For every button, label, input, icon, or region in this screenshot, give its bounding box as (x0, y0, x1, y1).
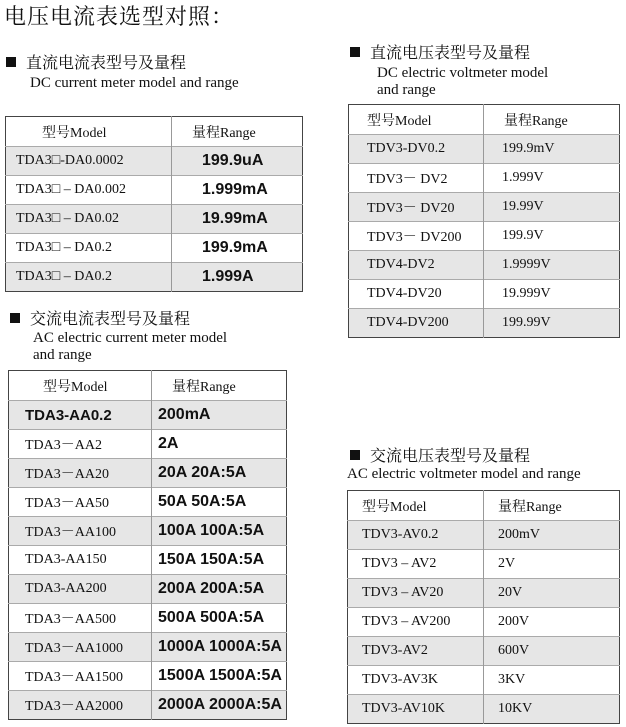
range-cell: 19.99mA (172, 205, 303, 234)
table-row (349, 251, 620, 280)
range-cell: 10KV (484, 695, 620, 724)
model-cell: TDV3-AV3K (348, 666, 484, 695)
table-row (349, 135, 620, 164)
range-cell: 1.999mA (172, 176, 303, 205)
header-range: 量程Range (484, 105, 620, 135)
model-cell: TDV3-AV0.2 (348, 521, 484, 550)
range-cell: 199.99V (484, 309, 620, 338)
range-cell: 1.999A (172, 263, 303, 292)
range-cell: 150A 150A:5A (152, 546, 287, 575)
table-row (9, 575, 287, 604)
model-cell: TDA3－AA1500 (9, 662, 152, 691)
range-cell: 50A 50A:5A (152, 488, 287, 517)
header-model: 型号Model (348, 491, 484, 521)
model-cell: TDA3－AA500 (9, 604, 152, 633)
model-cell: TDA3－AA100 (9, 517, 152, 546)
table-row (9, 691, 287, 720)
table-row (9, 430, 287, 459)
table-row (349, 280, 620, 309)
model-cell: TDV3-AV2 (348, 637, 484, 666)
ac-current-subtitle-2: and range (33, 347, 92, 363)
range-cell: 20V (484, 579, 620, 608)
table-header-row (349, 105, 620, 135)
model-cell: TDV3 – AV2 (348, 550, 484, 579)
model-cell: TDA3－AA50 (9, 488, 152, 517)
range-cell: 1.999V (484, 164, 620, 193)
ac-voltage-subtitle: AC electric voltmeter model and range (347, 466, 581, 482)
range-cell: 20A 20A:5A (152, 459, 287, 488)
table-header-row (6, 117, 303, 147)
range-cell: 199.9V (484, 222, 620, 251)
range-cell: 1000A 1000A:5A (152, 633, 287, 662)
range-cell: 19.999V (484, 280, 620, 309)
table-row (348, 608, 620, 637)
table-row (348, 695, 620, 724)
ac-voltage-title: 交流电压表型号及量程 (350, 443, 530, 466)
model-cell: TDV4-DV20 (349, 280, 484, 309)
header-range: 量程Range (152, 371, 287, 401)
table-row (9, 459, 287, 488)
model-cell: TDV3－ DV200 (349, 222, 484, 251)
model-cell: TDA3－AA20 (9, 459, 152, 488)
table-row (6, 205, 303, 234)
model-cell: TDV3－ DV2 (349, 164, 484, 193)
table-row (6, 234, 303, 263)
table-header-row (348, 491, 620, 521)
range-cell: 1500A 1500A:5A (152, 662, 287, 691)
bullet-square-icon (350, 47, 360, 57)
table-row (6, 147, 303, 176)
model-cell: TDV4-DV2 (349, 251, 484, 280)
model-cell: TDA3□ – DA0.2 (6, 234, 172, 263)
bullet-square-icon (6, 57, 16, 67)
header-model: 型号Model (349, 105, 484, 135)
table-row (6, 263, 303, 292)
table-row (9, 401, 287, 430)
range-cell: 200V (484, 608, 620, 637)
ac-voltage-table (347, 490, 620, 724)
page-title: 电压电流表选型对照： (4, 5, 235, 30)
model-cell: TDA3－AA2000 (9, 691, 152, 720)
table-row (9, 488, 287, 517)
bullet-square-icon (350, 450, 360, 460)
ac-current-subtitle-1: AC electric current meter model (33, 330, 228, 346)
table-row (9, 604, 287, 633)
dc-current-subtitle: DC current meter model and range (30, 75, 239, 91)
dc-current-title: 直流电流表型号及量程 (6, 50, 186, 73)
model-cell: TDA3□ – DA0.002 (6, 176, 172, 205)
range-cell: 500A 500A:5A (152, 604, 287, 633)
range-cell: 3KV (484, 666, 620, 695)
range-cell: 100A 100A:5A (152, 517, 287, 546)
range-cell: 199.9mV (484, 135, 620, 164)
model-cell: TDV4-DV200 (349, 309, 484, 338)
table-row (9, 633, 287, 662)
header-model: 型号Model (9, 371, 152, 401)
range-cell: 200mV (484, 521, 620, 550)
ac-current-title: 交流电流表型号及量程 (10, 306, 190, 329)
model-cell: TDA3－AA1000 (9, 633, 152, 662)
header-range: 量程Range (484, 491, 620, 521)
dc-voltage-table (348, 104, 620, 338)
range-cell: 600V (484, 637, 620, 666)
table-row (348, 579, 620, 608)
model-cell: TDV3-AV10K (348, 695, 484, 724)
range-cell: 2V (484, 550, 620, 579)
table-row (349, 164, 620, 193)
model-cell: TDA3-AA200 (9, 575, 152, 604)
model-cell: TDA3□ – DA0.02 (6, 205, 172, 234)
model-cell: TDA3□ – DA0.2 (6, 263, 172, 292)
model-cell: TDV3 – AV200 (348, 608, 484, 637)
table-row (349, 309, 620, 338)
dc-voltage-subtitle-2: and range (377, 82, 436, 98)
ac-current-table (8, 370, 287, 720)
table-row (9, 546, 287, 575)
model-cell: TDV3－ DV20 (349, 193, 484, 222)
table-row (348, 637, 620, 666)
header-range: 量程Range (172, 117, 303, 147)
table-row (6, 176, 303, 205)
range-cell: 199.9mA (172, 234, 303, 263)
model-cell: TDV3-DV0.2 (349, 135, 484, 164)
range-cell: 200A 200A:5A (152, 575, 287, 604)
range-cell: 19.99V (484, 193, 620, 222)
table-row (348, 666, 620, 695)
range-cell: 2A (152, 430, 287, 459)
range-cell: 2000A 2000A:5A (152, 691, 287, 720)
model-cell: TDA3-AA150 (9, 546, 152, 575)
model-cell: TDA3□-DA0.0002 (6, 147, 172, 176)
model-cell: TDA3-AA0.2 (9, 401, 152, 430)
table-row (349, 193, 620, 222)
table-row (9, 662, 287, 691)
bullet-square-icon (10, 313, 20, 323)
dc-voltage-title: 直流电压表型号及量程 (350, 40, 530, 63)
table-row (348, 550, 620, 579)
range-cell: 200mA (152, 401, 287, 430)
range-cell: 1.9999V (484, 251, 620, 280)
header-model: 型号Model (6, 117, 172, 147)
model-cell: TDA3－AA2 (9, 430, 152, 459)
dc-voltage-subtitle-1: DC electric voltmeter model (377, 65, 549, 81)
table-header-row (9, 371, 287, 401)
model-cell: TDV3 – AV20 (348, 579, 484, 608)
range-cell: 199.9uA (172, 147, 303, 176)
table-row (9, 517, 287, 546)
table-row (349, 222, 620, 251)
table-row (348, 521, 620, 550)
dc-current-table (5, 116, 303, 292)
